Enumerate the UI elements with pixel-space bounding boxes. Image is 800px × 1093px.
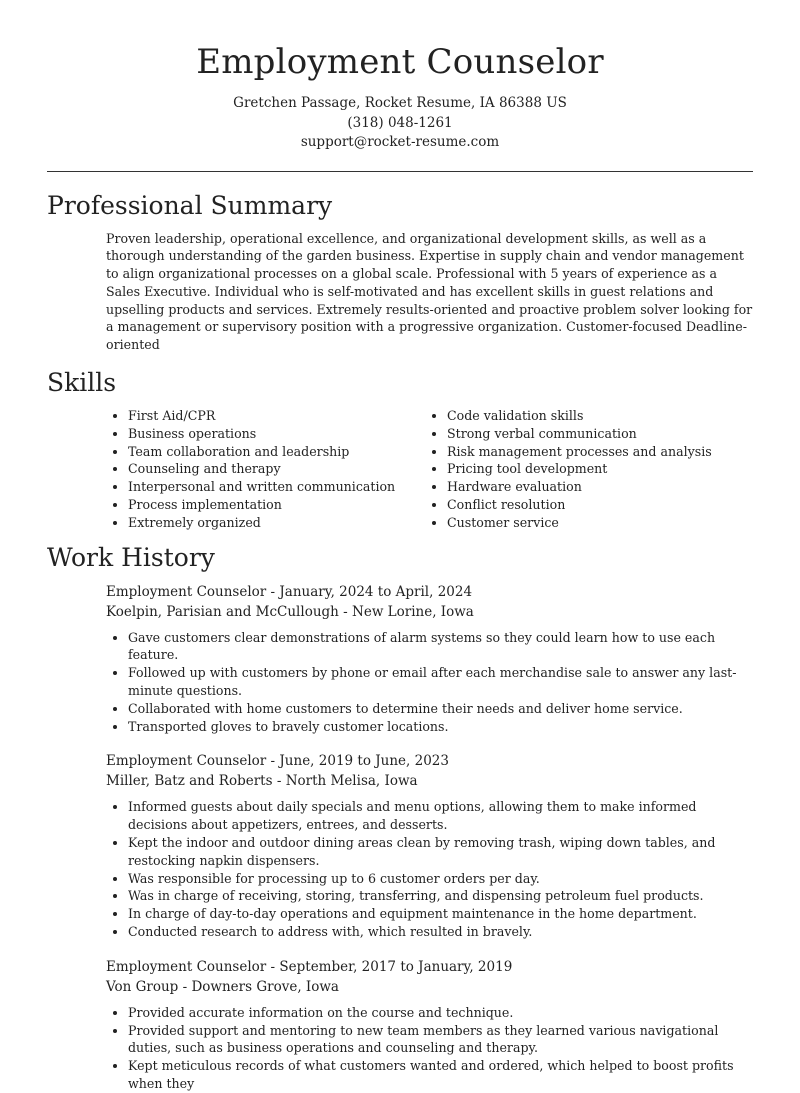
job-company: Miller, Batz and Roberts: [106, 773, 273, 790]
job-title: Employment Counselor: [106, 958, 267, 975]
job-bullet: • Conducted research to address with, which resulted in bravely.: [128, 923, 753, 941]
skill-item: • Business operations: [128, 425, 425, 443]
skill-item: • Extremely organized: [128, 514, 425, 532]
job-dates: September, 2017 to January, 2019: [279, 958, 513, 975]
job-bullet: • Was in charge of receiving, storing, transferring, and dispensing petroleum fuel products.: [128, 887, 753, 905]
job-location: North Melisa, Iowa: [285, 773, 418, 790]
job-dates: January, 2024 to April, 2024: [279, 583, 473, 600]
job-bullet: • Collaborated with home customers to determine their needs and deliver home service.: [128, 700, 753, 718]
skills-columns: [106, 407, 753, 532]
job-bullet: • Kept meticulous records of what customers wanted and ordered, which helped to boost profits when they: [128, 1057, 753, 1093]
skill-item: • Team collaboration and leadership: [128, 443, 425, 461]
header-divider: [47, 171, 753, 172]
job-bullet: • Gave customers clear demonstrations of alarm systems so they could learn how to use each feature.: [128, 629, 753, 665]
job-dates: June, 2019 to June, 2023: [279, 753, 449, 770]
job-title-line: Employment Counselor - June, 2019 to June, 2023: [106, 753, 449, 770]
job-company: Von Group: [106, 978, 179, 995]
work-history-section: [47, 543, 753, 1093]
summary-text: Proven leadership, operational excellence, and organizational development skills, as well as a thorough understanding of the garden business. Expertise in supply chain and vendor management to align organizational processes on a global scale. Professional with 5 years of experience as a Sales Executive. Individual who is self-motivated and has excellent skills in guest relations and upselling products and services. Extremely results-oriented and proactive problem solver looking for a management or supervisory position with a progressive organization. Customer-focused Deadline-oriented: [106, 230, 753, 353]
skill-item: • Risk management processes and analysis: [447, 443, 744, 461]
skill-item: • First Aid/CPR: [128, 407, 425, 425]
job-bullet: • Kept the indoor and outdoor dining areas clean by removing trash, wiping down tables, and restocking napkin dispensers.: [128, 834, 753, 870]
job-bullet: • Provided support and mentoring to new team members as they learned various navigational duties, such as business operations and counseling and therapy.: [128, 1022, 753, 1058]
skill-item: • Hardware evaluation: [447, 478, 744, 496]
summary-heading: Professional Summary: [47, 190, 333, 220]
job-title: Employment Counselor: [106, 753, 267, 770]
candidate-title: Employment Counselor: [196, 42, 604, 82]
job-location: Downers Grove, Iowa: [191, 978, 339, 995]
job-bullet: • Transported gloves to bravely customer locations.: [128, 718, 753, 736]
skills-list-left: [106, 407, 425, 532]
job-bullets: [106, 798, 753, 940]
job-bullet: • Provided accurate information on the course and technique.: [128, 1004, 753, 1022]
skill-item: • Conflict resolution: [447, 496, 744, 514]
skill-item: • Interpersonal and written communication: [128, 478, 425, 496]
job-location: New Lorine, Iowa: [352, 603, 474, 620]
skill-item: • Process implementation: [128, 496, 425, 514]
work-history-heading: Work History: [47, 542, 215, 572]
contact-email: support@rocket-resume.com: [300, 134, 500, 150]
job-company-line: Miller, Batz and Roberts - North Melisa, Iowa: [106, 773, 418, 790]
skill-item: • Pricing tool development: [447, 460, 744, 478]
job-bullet: • Was responsible for processing up to 6 customer orders per day.: [128, 870, 753, 888]
job-entry: [106, 957, 753, 1093]
job-bullets: [106, 1004, 753, 1093]
job-bullet: • Followed up with customers by phone or email after each merchandise sale to answer any last-minute questions.: [128, 664, 753, 700]
job-company: Koelpin, Parisian and McCullough: [106, 603, 339, 620]
skills-list-right: [425, 407, 744, 532]
job-entry: [106, 582, 753, 736]
skills-section: [47, 368, 753, 532]
job-title-line: Employment Counselor - January, 2024 to April, 2024: [106, 583, 473, 600]
job-entry: [106, 751, 753, 940]
summary-section: [47, 191, 753, 355]
job-company-line: Koelpin, Parisian and McCullough - New Lorine, Iowa: [106, 603, 474, 620]
job-title-line: Employment Counselor - September, 2017 to January, 2019: [106, 958, 513, 975]
resume-header: [47, 0, 753, 153]
job-title: Employment Counselor: [106, 583, 267, 600]
skill-item: • Counseling and therapy: [128, 460, 425, 478]
contact-address: Gretchen Passage, Rocket Resume, IA 86388 US: [233, 95, 567, 111]
job-company-line: Von Group - Downers Grove, Iowa: [106, 978, 339, 995]
job-bullet: • In charge of day-to-day operations and equipment maintenance in the home department.: [128, 905, 753, 923]
job-bullets: [106, 629, 753, 736]
skill-item: • Customer service: [447, 514, 744, 532]
skill-item: • Strong verbal communication: [447, 425, 744, 443]
skill-item: • Code validation skills: [447, 407, 744, 425]
contact-phone: (318) 048-1261: [347, 114, 453, 131]
job-bullet: • Informed guests about daily specials and menu options, allowing them to make informed decisions about appetizers, entrees, and desserts.: [128, 798, 753, 834]
skills-heading: Skills: [47, 368, 117, 398]
contact-block: [47, 94, 753, 153]
